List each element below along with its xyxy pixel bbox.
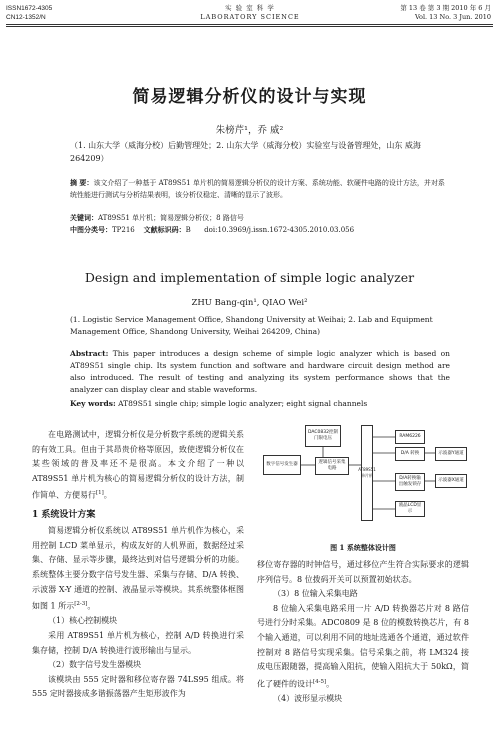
block-da: D/A 转换: [395, 447, 425, 461]
block-dac-control: DAC0832控制门限电压: [305, 425, 341, 447]
sec1-ref: [2-3]: [74, 601, 88, 608]
abstract-cn: [70, 177, 450, 201]
article-title-cn: 简易逻辑分析仪的设计与实现: [132, 87, 367, 107]
section-1-title: 1 系统设计方案: [32, 509, 96, 520]
journal-name-block: [150, 4, 350, 22]
section-1-paragraph: 简易逻辑分析仪系统以 AT89S51 单片机作为核心，采用控制 LCD 菜单显示，构成友好的人机界面，数据经过采集、存储、显示等步骤，最终达到对信号逻辑分析的功能。系统整体主要分数字信号发生器、采集与存储、D/A 转换、示波器 X-Y 通道的控制、液晶显示等模块。其系统整体框图如图 1 所示[2-3]。: [32, 526, 244, 611]
doc-code-label: 文献标识码：: [143, 225, 186, 234]
figure-caption: 图 1 系统整体设计图: [330, 543, 396, 552]
abstract-en-label: Abstract:: [70, 349, 109, 358]
body-right-column: [257, 558, 469, 707]
block-signal-generator: 数字信号发生器: [263, 455, 301, 475]
sub3-ref: [4-5]: [313, 678, 327, 685]
subsection-3-text: 8 位输入采集电路采用一片 A/D 转换器芯片对 8 路信号进行分时采集。ADC0809 是 8 位的模数转换芯片，有 8 个输入通道，可以利用不同的地址选通各个通道，通过软件控制对 8 路信号实现采集。信号采集之前，将 LM324 接成电压跟随器，提高输入阻抗，使输入阻抗大于 50kΩ，简化了硬件的设计[4-5]。: [257, 603, 469, 689]
block-scope-x: 示波器X通道: [435, 474, 467, 488]
journal-issue-block: [400, 4, 491, 22]
right-paragraph-1: 移位寄存器的时钟信号，通过移位产生符合实际要求的逻辑序列信号。8 位拨码开关可以预置初始状态。: [257, 560, 469, 584]
body-left-column: [32, 428, 244, 702]
clc-label: 中图分类号：: [70, 225, 112, 234]
subsection-4-title: （4）波形显示模块: [273, 694, 343, 703]
authors-en: ZHU Bang-qin¹, QIAO Wei²: [191, 298, 308, 308]
abstract-en: [70, 348, 450, 396]
doc-code-value: B: [185, 226, 191, 234]
issue-en: Vol. 13 No. 3 Jun. 2010: [414, 13, 491, 21]
block-signal-acquire: 逻辑信号采集电路: [315, 457, 349, 475]
abstract-en-text: This paper introduces a design scheme of simple logic analyzer which is based on AT89S51 single chip. Its system function and software and hardware circuit design method are also introduced. The result of testing and analyzing its system performance shows that the analyzer can display clear and stable waveforms.: [70, 349, 450, 394]
keywords-en-text: AT89S51 single chip; simple logic analyzer; eight signal channels: [118, 399, 368, 408]
journal-issn-block: [6, 4, 52, 22]
block-trigger-latch: D/A转换输出触发锁存: [395, 473, 425, 491]
intro-paragraph: 在电路测试中，逻辑分析仪是分析数字系统的逻辑关系的有效工具。但由于其昂贵价格等原因，致使逻辑分析仪在某些领域的普及率还不是很高。本文介绍了一种以 AT89S51 单片机为核心的简易逻辑分析仪的设计方法，制作简单、方便易行[1]。: [32, 430, 244, 501]
issue-cn: 第 13 卷 第 3 期 2010 年 6 月: [400, 4, 491, 12]
abstract-cn-text: 该文介绍了一种基于 AT89S51 单片机的简易逻辑分析仪的设计方案、系统功能、软硬件电路的设计方法，并对系统性能进行测试与分析结果表明，该分析仪稳定、清晰的显示了波形。: [70, 179, 445, 199]
affiliations-en: (1. Logistic Service Management Office, Shandong University at Weihai; 2. Lab and Equipment Management Office, Shandong University, Weihai 264209, China): [70, 315, 433, 336]
classification-line: [70, 224, 450, 237]
system-block-diagram: [257, 423, 469, 553]
block-scope-y: 示波器Y通道: [435, 447, 467, 461]
issn: ISSN1672-4305: [6, 5, 53, 12]
subsection-1-text: 采用 AT89S51 单片机为核心，控制 A/D 转换进行采集存储，控制 D/A 转换进行波形输出与显示。: [32, 631, 244, 655]
block-ram: RAM6226: [395, 430, 425, 444]
affiliations-cn: （1. 山东大学（威海分校）后勤管理处；2. 山东大学（威海分校）实验室与设备管理处，山东 威海 264209）: [70, 141, 421, 163]
authors-cn: 朱榜芹¹，乔 威²: [215, 125, 284, 136]
subsection-2-title: （2）数字信号发生器模块: [48, 660, 142, 670]
keywords-cn-text: AT89S51 单片机；简易逻辑分析仪；8 路信号: [98, 214, 244, 222]
doi: doi:10.3969/j.issn.1672-4305.2010.03.056: [204, 226, 355, 234]
keywords-en-label: Key words:: [70, 399, 116, 408]
block-lcd: 液晶LCD显示: [395, 501, 425, 517]
keywords-en: [70, 398, 450, 410]
article-title-en: Design and implementation of simple logic analyzer: [84, 270, 415, 285]
subsection-1-title: （1）核心控制模块: [48, 616, 118, 626]
keywords-cn-label: 关键词：: [70, 213, 98, 222]
cn-number: CN12-1352/N: [6, 14, 46, 21]
block-mcu: AT89S51单片机: [361, 425, 373, 521]
header-rule-thin: [6, 26, 493, 27]
journal-name-en: LABORATORY SCIENCE: [200, 13, 300, 21]
journal-name-cn: 实 验 室 科 学: [225, 4, 275, 12]
keywords-cn: [70, 212, 450, 225]
subsection-2-text: 该模块由 555 定时器和移位寄存器 74LS95 组成。将 555 定时器接成多谐振荡器产生矩形波作为: [32, 674, 244, 699]
header-rule: [6, 24, 493, 25]
abstract-cn-label: 摘 要：: [70, 178, 94, 187]
subsection-3-title: （3）8 位输入采集电路: [273, 589, 358, 599]
clc-value: TP216: [112, 226, 135, 234]
intro-ref: [1]: [96, 490, 104, 497]
